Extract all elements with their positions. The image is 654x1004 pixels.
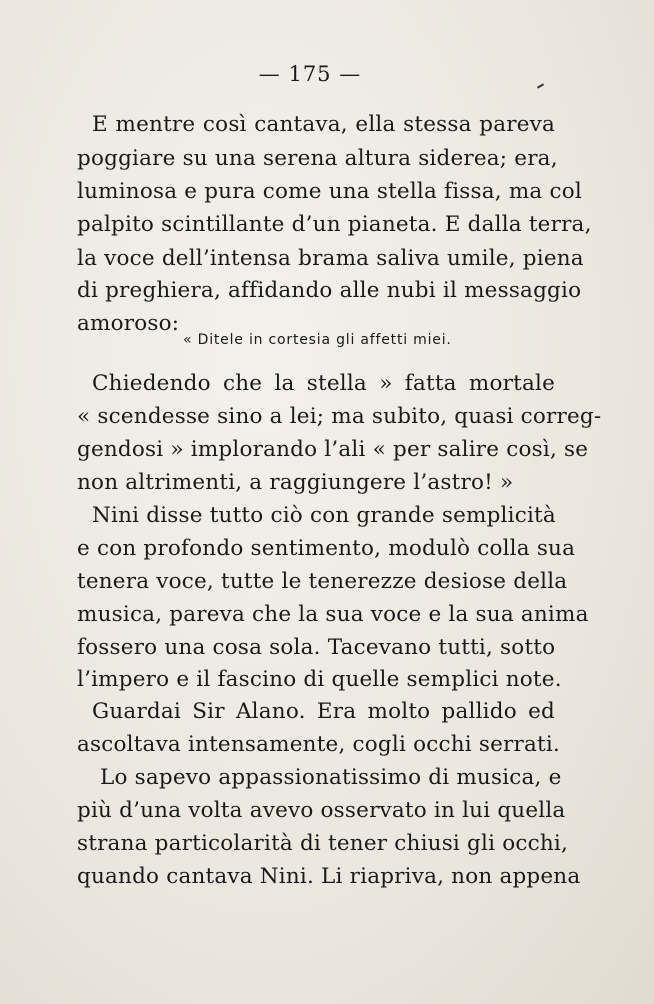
text-line: palpito scintillante d’un pianeta. E dalla terra, — [77, 212, 592, 237]
text-line: Nini disse tutto ciò con grande semplicità — [92, 503, 556, 528]
verse-quote: « Ditele in cortesia gli affetti miei. — [183, 332, 452, 348]
text-line: di preghiera, affidando alle nubi il messaggio — [77, 278, 582, 303]
text-line: la voce dell’intensa brama saliva umile, piena — [77, 246, 584, 271]
text-line: l’impero e il fascino di quelle semplici note. — [77, 667, 562, 692]
text-line: non altrimenti, a raggiungere l’astro! » — [77, 470, 514, 495]
text-line: strana particolarità di tener chiusi gli occhi, — [77, 831, 568, 856]
text-line: Guardai Sir Alano. Era molto pallido ed — [92, 699, 555, 724]
text-line: E mentre così cantava, ella stessa pareva — [92, 112, 555, 137]
page-number: — 175 — — [258, 62, 362, 86]
text-line: Lo sapevo appassionatissimo di musica, e — [100, 765, 562, 790]
text-line: amoroso: — [77, 311, 180, 336]
text-line: poggiare su una serena altura siderea; era, — [77, 146, 558, 171]
text-line: quando cantava Nini. Li riapriva, non appena — [77, 864, 581, 889]
text-line: fossero una cosa sola. Tacevano tutti, sotto — [77, 635, 556, 660]
text-line: Chiedendo che la stella » fatta mortale — [92, 371, 555, 396]
text-line: musica, pareva che la sua voce e la sua anima — [77, 602, 589, 627]
text-line: più d’una volta avevo osservato in lui quella — [77, 798, 566, 823]
text-line: e con profondo sentimento, modulò colla sua — [77, 536, 576, 561]
text-line: tenera voce, tutte le tenerezze desiose della — [77, 569, 568, 594]
text-line: gendosi » implorando l’ali « per salire così, se — [77, 437, 589, 462]
text-line: ascoltava intensamente, cogli occhi serrati. — [77, 732, 560, 757]
text-line: « scendesse sino a lei; ma subito, quasi correg- — [77, 404, 602, 429]
text-line: luminosa e pura come una stella fissa, ma col — [77, 179, 582, 204]
